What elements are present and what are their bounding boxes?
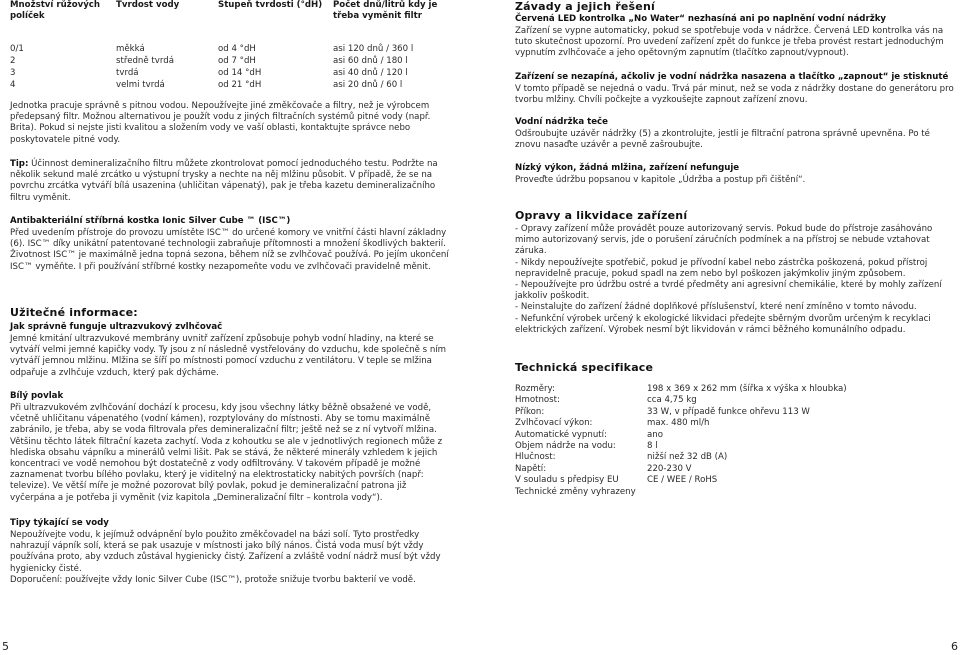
troubleshooting-heading: Závady a jejich řešení: [515, 0, 655, 13]
fault-1-title: Červená LED kontrolka „No Water“ nezhasíná ani po naplnění vodní nádržky: [515, 14, 887, 24]
white-dust-paragraph: Při ultrazvukovém zvlhčování dochází k procesu, kdy jsou všechny látky běžně obsažené ve vodě, včetně uhličitanu vápenatého (vodní kámen), rozptylovány do místnosti. Aby se tomu maximálně zabránilo, je třeba, aby se voda filtrovala přes demineralizační filtr; ještě než se z ní vytvoří mlžina. Většinu těchto látek filtrační kazeta zachytí. Voda z kohoutku se ale v jednotlivých regionech může z hlediska obsahu vápníku a minerálů velmi lišit. Pak se stává, že některé minerály vzhledem k jejich koncentraci ve vodě nemohou být dostatečně z vody odfiltrovány. V takovém případě je možné zaznamenat tvorbu bílého povlaku, který je viditelný na elektrostaticky nabitých površích (např: televize). Ve větší míře je možné pozorovat bílý povlak, pokud je demineralizační patrona již vyčerpána a je potřeba ji vyměnit (viz kapitola „Demineralizační filtr – kontrola vody“).: [10, 403, 443, 503]
spec-key: V souladu s předpisy EU: [515, 475, 619, 486]
spec-key: Zvlhčovací výkon:: [515, 418, 593, 429]
spec-value: 198 x 369 x 262 mm (šířka x výška x hloubka): [647, 384, 847, 394]
table-cell: 3: [10, 68, 16, 78]
isc-heading: Antibakteriální stříbrná kostka Ionic Silver Cube ™ (ISC™): [10, 216, 291, 226]
spec-key: Technické změny vyhrazeny: [515, 486, 636, 497]
table-cell: asi 120 dnů / 360 l: [333, 44, 414, 54]
table-cell: asi 40 dnů / 120 l: [333, 68, 408, 78]
fault-2-text: V tomto případě se nejedná o vadu. Trvá pár minut, než se voda z nádržky dostane do generátoru pro tvorbu mlžiny. Chvíli počkejte a vyzkoušejte zapnout zařízení znovu.: [515, 84, 954, 106]
spec-key: Objem nádrže na vodu:: [515, 440, 616, 451]
header-cell: Stupeň tvrdosti (°dH): [218, 0, 323, 10]
table-cell: asi 60 dnů / 180 l: [333, 56, 408, 66]
spec-key: Hlučnost:: [515, 452, 556, 463]
spec-key: Rozměry:: [515, 384, 555, 394]
spec-row: [515, 475, 955, 486]
table-cell: 2: [10, 56, 16, 66]
table-cell: od 14 °dH: [218, 68, 262, 78]
table-cell: 0/1: [10, 44, 24, 54]
table-cell: od 4 °dH: [218, 44, 256, 54]
table-cell: od 7 °dH: [218, 56, 256, 66]
fault-3-title: Vodní nádržka teče: [515, 117, 608, 127]
repair-heading: Opravy a likvidace zařízení: [515, 209, 688, 222]
isc-paragraph: Před uvedením přístroje do provozu umístěte ISC™ do určené komory ve vnitřní části hlavní základny (6). ISC™ díky unikátní patentované technologii zabraňuje přítomnosti a množení škodlivých bakterií. Životnost ISC™ je maximálně jedna topná sezona, během níž se zvlhčovač používá. Po jejím ukončení ISC™ vyměňte. I při používání stříbrné kostky nezapomeňte vodu ve zvlhčovači pravidelně měnit.: [10, 228, 449, 272]
table-row: [10, 56, 450, 67]
fault-3-text: Odšroubujte uzávěr nádržky (5) a zkontrolujte, jestli je filtrační patrona správně upevněna. Po té znovu nasaďte uzávěr a pevně zašroubujte.: [515, 129, 930, 151]
spec-row: [515, 384, 955, 395]
table-cell: středně tvrdá: [116, 56, 174, 66]
header-cell: Množství růžových políček: [10, 0, 101, 22]
table-row: [10, 44, 450, 55]
fault-2-title: Zařízení se nezapíná, ačkoliv je vodní nádržka nasazena a tlačítko „zapnout“ je stisknuté: [515, 72, 949, 82]
tip-text: Účinnost demineralizačního filtru můžete zkontrolovat pomocí jednoduchého testu. Podržte na několik sekund malé zrcátko u výstupní trysky a nechte na něj mlžinu působit. V případě, že se na povrchu zrcátka vytváří bílá usazenina (uhličitan vápenatý), pak je třeba kazetu demineralizačního filtru vyměnit.: [10, 159, 438, 203]
fault-4-title: Nízký výkon, žádná mlžina, zařízení nefunguje: [515, 163, 740, 173]
table-cell: měkká: [116, 44, 145, 54]
water-note-paragraph: Jednotka pracuje správně s pitnou vodou. Nepoužívejte jiné změkčovače a filtry, než je výrobcem předepsaný filtr. Možnou alternativou je použít vodu z jiných filtračních systémů pitné vody (např. Brita). Pokud si nejste jisti kvalitou a složením vody ve vaší oblasti, kontaktujte správce nebo poskytovatele pitné vody.: [10, 101, 431, 145]
spec-row: [515, 407, 955, 418]
spec-row: [515, 487, 955, 498]
spec-key: Příkon:: [515, 406, 545, 417]
spec-value: 220-230 V: [647, 463, 692, 474]
spec-key: Hmotnost:: [515, 395, 560, 406]
table-cell: 4: [10, 80, 16, 90]
ultrasonic-paragraph: Jemné kmitání ultrazvukové membrány uvnitř zařízení způsobuje pohyb vodní hladiny, na které se vytváří velmi jemné kapičky vody. Ty jsou z ní následně vystřelovány do vzduchu, kde společně s ním vytváří jemnou mlžinu. Mlžina se šíří po místnosti pomocí vzduchu z ventilátoru. V teple se mlžina odpařuje a zvlhčuje vzduch, který pak dýcháme.: [10, 334, 447, 378]
page-number-right: 6: [951, 640, 958, 653]
spec-value: 8 l: [647, 440, 658, 451]
page-number-left: 5: [2, 640, 9, 653]
spec-value: 33 W, v případě funkce ohřevu 113 W: [647, 406, 810, 417]
header-cell: Počet dnů/litrů kdy je třeba vyměnit filtr: [333, 0, 438, 22]
spec-value: max. 480 ml/h: [647, 418, 710, 429]
tech-spec-table: [515, 384, 955, 498]
spec-row: [515, 395, 955, 406]
spec-key: Automatické vypnutí:: [515, 429, 607, 440]
spec-value: nižší než 32 dB (A): [647, 452, 728, 463]
spec-value: ano: [647, 429, 663, 440]
fault-1-text: Zařízení se vypne automaticky, pokud se spotřebuje voda v nádržce. Červená LED kontrolka vás na tuto skutečnost upozorní. Pro uvedení zařízení zpět do funkce je třeba provést restart jednoduchým vypnutím zvlhčovače a jeho opětovným zapnutím (tlačítko zapnout/vypnout).: [515, 26, 944, 59]
spec-row: [515, 464, 955, 475]
water-tips-paragraph: Nepoužívejte vodu, k jejímuž odvápnění bylo použito změkčovadel na bázi solí. Tyto prostředky nahrazují vápník solí, která se pak usazuje v místnosti jako bílý nános. Čistá voda musí být vždy používána proto, aby vzduch zůstával hygienicky čistý. Zařízení a zvláště vodní nádrž musí být vždy hygienicky čisté.: [10, 530, 441, 574]
spec-value: cca 4,75 kg: [647, 395, 697, 406]
table-cell: tvrdá: [116, 68, 139, 78]
fault-4-text: Proveďte údržbu popsanou v kapitole „Údržba a postup při čištění“.: [515, 175, 806, 185]
spec-value: CE / WEE / RoHS: [647, 475, 718, 486]
tip-label: Tip:: [10, 159, 29, 169]
header-cell: Tvrdost vody: [116, 0, 180, 10]
spec-row: [515, 452, 955, 463]
spec-row: [515, 430, 955, 441]
spec-row: [515, 418, 955, 429]
water-tips-heading: Tipy týkající se vody: [10, 518, 109, 528]
tech-spec-heading: Technická specifikace: [515, 361, 654, 374]
table-cell: velmi tvrdá: [116, 80, 165, 90]
useful-info-heading: Užitečné informace:: [10, 306, 138, 319]
spec-row: [515, 441, 955, 452]
table-cell: od 21 °dH: [218, 80, 262, 90]
white-dust-heading: Bílý povlak: [10, 391, 64, 401]
table-row: [10, 68, 450, 79]
table-cell: asi 20 dnů / 60 l: [333, 80, 403, 90]
recommendation-paragraph: Doporučení: používejte vždy Ionic Silver Cube (ISC™), protože snižuje tvorbu bakterií ve vodě.: [10, 575, 416, 585]
spec-key: Napětí:: [515, 463, 547, 474]
tip-paragraph: [10, 159, 450, 204]
table-row: [10, 80, 450, 91]
ultrasonic-subheading: Jak správně funguje ultrazvukový zvlhčovač: [10, 322, 223, 332]
repair-paragraph: - Opravy zařízení může provádět pouze autorizovaný servis. Pokud bude do přístroje zasáhováno mimo autorizovaný servis, jde o porušení záručních podmínek a na přístroj se nebude vztahovat záruka. - Nikdy nepoužívejte spotřebič, pokud je přívodní kabel nebo zástrčka poškozená, pokud přístroj nepravidelně pracuje, pokud spadl na zem nebo byl poškozen jakýmkoliv jiným způsobem. - Nepoužívejte pro údržbu ostré a tvrdé předměty ani agresivní chemikálie, které by mohly zařízení jakkoliv poškodit. - Neinstalujte do zařízení žádné doplňkové příslušenství, které není zmíněno v tomto návodu. - Nefunkční výrobek určený k ekologické likvidaci předejte sběrným dvorům určeným k recyklaci elektrických zařízení. Výrobek nesmí být likvidován v rámci běžného komunálního odpadu.: [515, 224, 942, 335]
